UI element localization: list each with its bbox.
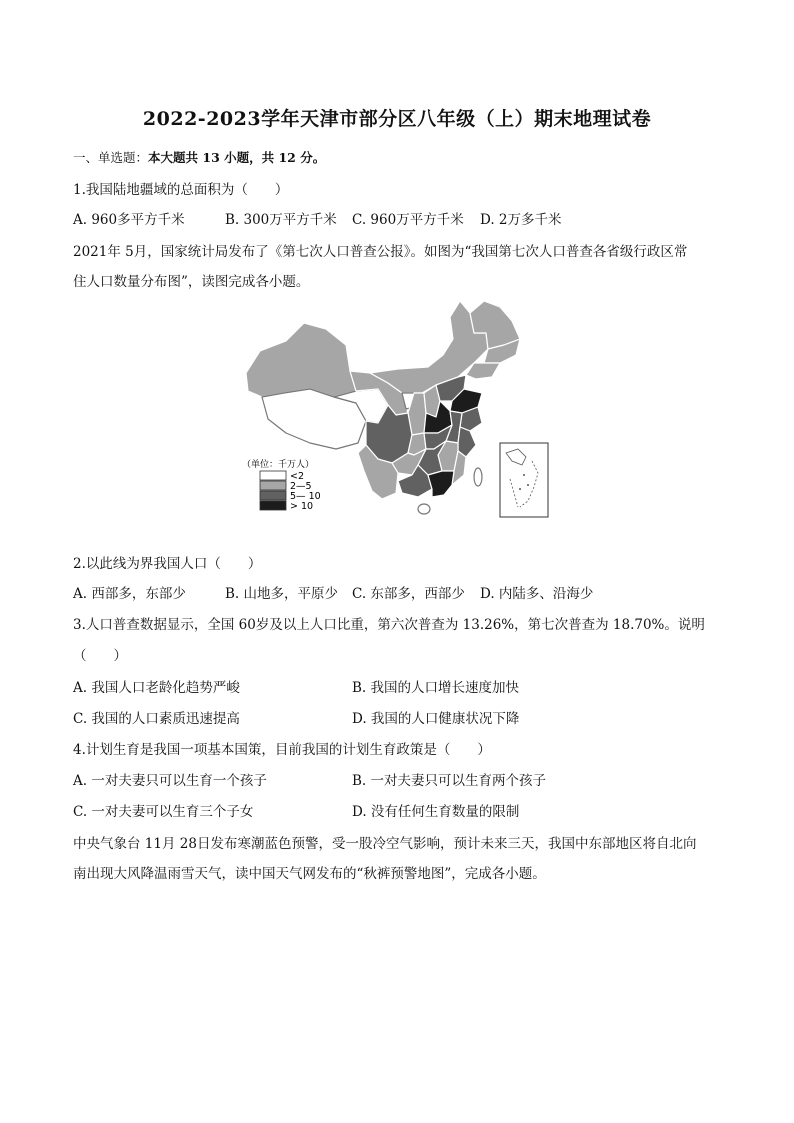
q2-option-b[interactable]: B. 山地多，平原少 <box>225 586 339 602</box>
q3-option-b[interactable]: B. 我国的人口增长速度加快 <box>352 680 520 696</box>
q4-option-b[interactable]: B. 一对夫妻只可以生育两个孩子 <box>352 773 547 789</box>
q4-option-a[interactable]: A. 一对夫妻只可以生育一个孩子 <box>73 773 267 789</box>
question-4-stem: 4.计划生育是我国一项基本国策，目前我国的计划生育政策是（ ） <box>73 742 491 758</box>
q3-option-a[interactable]: A. 我国人口老龄化趋势严峻 <box>73 680 240 696</box>
question-2-options <box>73 582 593 602</box>
legend-swatch-1 <box>260 471 286 480</box>
legend-title: （单位：千万人） <box>242 460 315 470</box>
q1-option-d[interactable]: D. 2万多千米 <box>480 212 562 228</box>
question-1-options <box>73 208 562 228</box>
legend-label-2: 2—5 <box>290 481 312 492</box>
question-3-stem-cont: （ ） <box>73 648 127 664</box>
q4-option-d[interactable]: D. 没有任何生育数量的限制 <box>352 804 520 820</box>
legend-label-3: 5— 10 <box>290 491 321 502</box>
q2-option-d[interactable]: D. 内陆多、沿海少 <box>480 586 594 602</box>
passage-1-line-1: 2021年 5月，国家统计局发布了《第七次人口普查公报》。如图为“我国第七次人口普查各省级行政区常 <box>73 244 688 260</box>
section-label: 一、单选题： <box>73 150 149 165</box>
q1-option-c[interactable]: C. 960万平方千米 <box>352 212 464 228</box>
south-china-sea-inset <box>500 443 548 517</box>
passage-2-line-1: 中央气象台 11月 28日发布寒潮蓝色预警，受一股冷空气影响，预计未来三天，我国中东部地区将自北向 <box>73 836 697 852</box>
legend-label-4: > 10 <box>290 501 314 512</box>
question-2-stem: 2.以此线为界我国人口（ ） <box>73 556 262 572</box>
q1-option-a[interactable]: A. 960多平方千米 <box>73 212 185 228</box>
page-title: 2022-2023学年天津市部分区八年级（上）期末地理试卷 <box>142 108 652 130</box>
passage-1-line-2: 住人口数量分布图”，读图完成各小题。 <box>73 274 310 290</box>
region-xinjiang <box>246 323 356 397</box>
legend-swatch-2 <box>260 481 286 490</box>
q2-option-a[interactable]: A. 西部多，东部少 <box>73 586 186 602</box>
question-3-stem: 3.人口普查数据显示，全国 60岁及以上人口比重，第六次普查为 13.26%，第七次普查为 18.70%。说明 <box>73 617 705 633</box>
region-hainan <box>418 504 430 514</box>
question-1-stem: 1.我国陆地疆域的总面积为（ ） <box>73 182 289 198</box>
legend-label-1: <2 <box>290 471 305 482</box>
q3-option-d[interactable]: D. 我国的人口健康状况下降 <box>352 711 520 727</box>
legend-swatch-3 <box>260 491 286 500</box>
population-distribution-map <box>238 293 556 523</box>
section-heading <box>73 148 325 166</box>
passage-2-line-2: 南出现大风降温雨雪天气，读中国天气网发布的“秋裤预警地图”，完成各小题。 <box>73 866 546 882</box>
map-legend <box>242 458 321 512</box>
q3-option-c[interactable]: C. 我国的人口素质迅速提高 <box>73 711 240 727</box>
section-desc: 本大题共 13 小题，共 12 分。 <box>148 150 326 165</box>
region-guangdong <box>428 471 454 497</box>
q4-option-c[interactable]: C. 一对夫妻可以生育三个子女 <box>73 804 254 820</box>
legend-swatch-4 <box>260 501 286 510</box>
q2-option-c[interactable]: C. 东部多，西部少 <box>352 586 465 602</box>
region-taiwan <box>474 468 482 486</box>
q1-option-b[interactable]: B. 300万平方千米 <box>225 212 337 228</box>
